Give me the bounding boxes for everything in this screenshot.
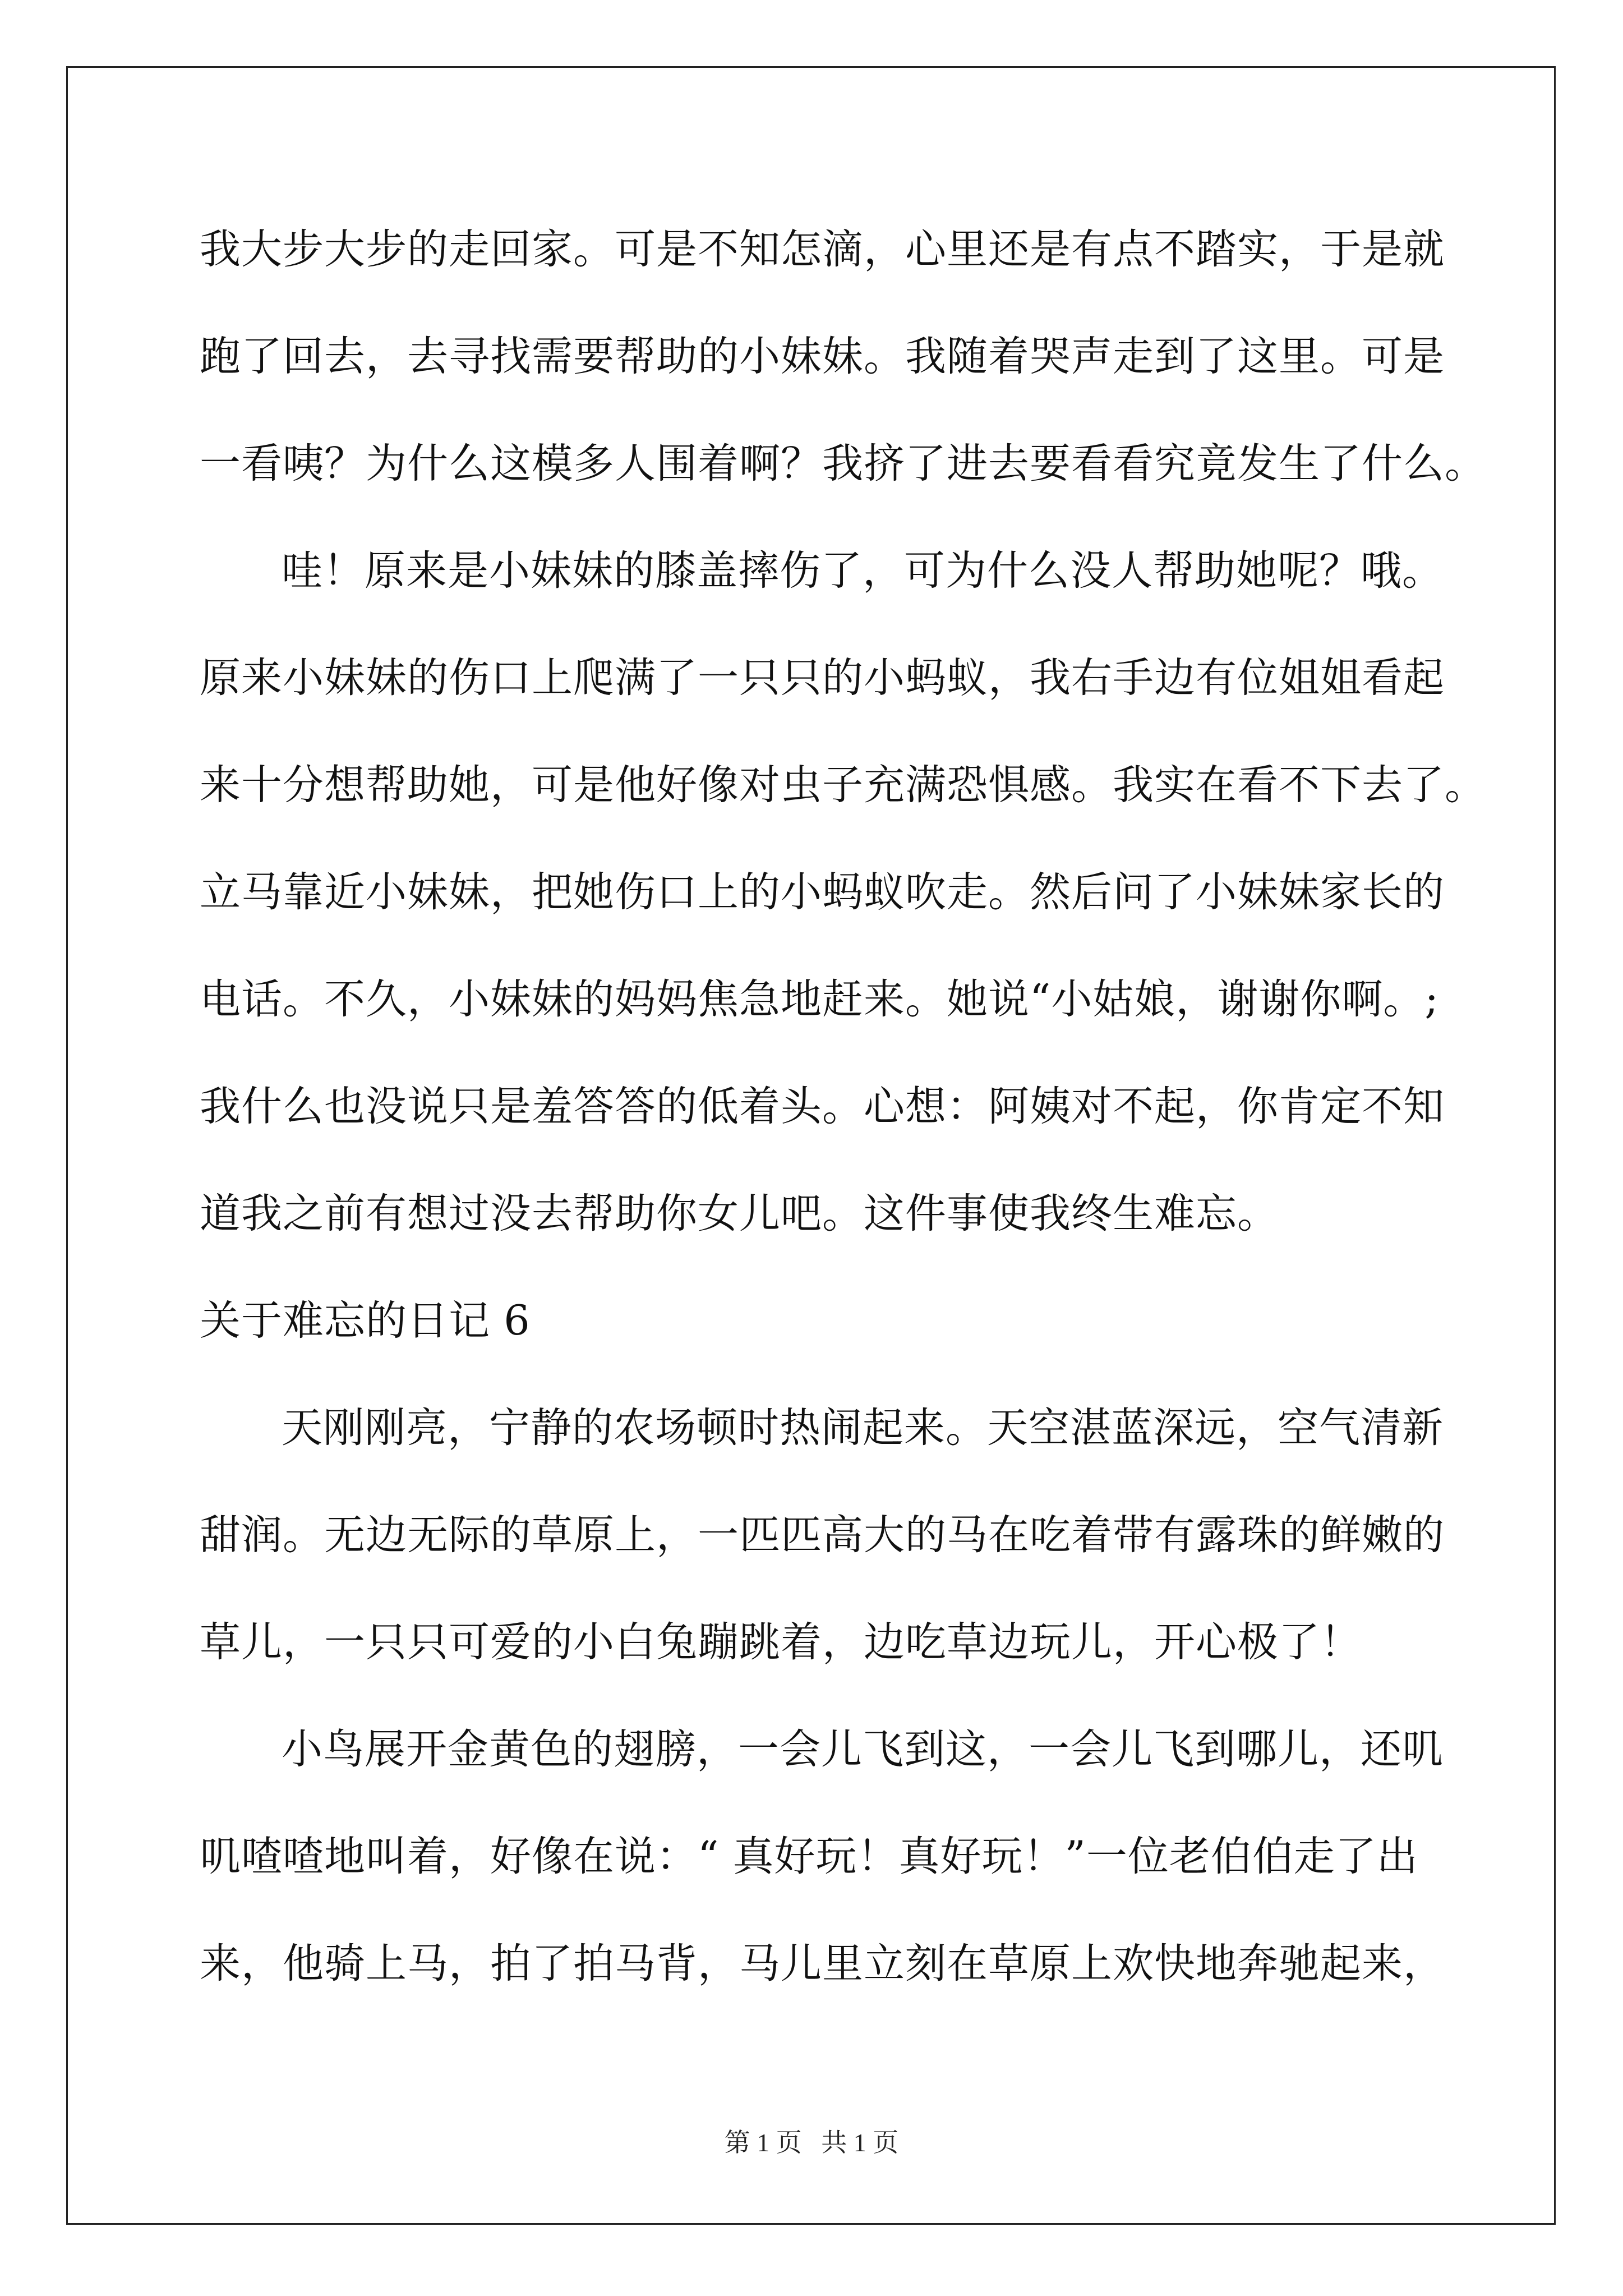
text-line: 来，他骑上马，拍了拍马背，马儿里立刻在草原上欢快地奔驰起来，: [200, 1940, 1445, 1987]
paragraph-start: 天刚刚亮，宁静的农场顿时热闹起来。天空湛蓝深远，空气清新: [282, 1404, 1444, 1452]
text-line: 草儿，一只只可爱的小白兔蹦跳着，边吃草边玩儿，开心极了！: [200, 1618, 1362, 1666]
text-line: 一看咦？为什么这模多人围着啊？我挤了进去要看看究竟发生了什么。: [200, 440, 1486, 487]
text-line: 我大步大步的走回家。可是不知怎滴，心里还是有点不踏实，于是就: [200, 226, 1445, 273]
text-line: 跑了回去，去寻找需要帮助的小妹妹。我随着哭声走到了这里。可是: [200, 333, 1445, 380]
text-line: 原来小妹妹的伤口上爬满了一只只的小蚂蚁，我右手边有位姐姐看起: [200, 654, 1445, 702]
text-line: 立马靠近小妹妹，把她伤口上的小蚂蚁吹走。然后问了小妹妹家长的: [200, 868, 1445, 916]
text-line: 我什么也没说只是羞答答的低着头。心想：阿姨对不起，你肯定不知: [200, 1083, 1445, 1130]
paragraph-start: 哇！原来是小妹妹的膝盖摔伤了，可为什么没人帮助她呢？哦。: [282, 547, 1444, 595]
section-heading: 关于难忘的日记 6: [200, 1297, 531, 1345]
text-line: 来十分想帮助她，可是他好像对虫子充满恐惧感。我实在看不下去了。: [200, 761, 1486, 809]
text-line: 甜润。无边无际的草原上，一匹匹高大的马在吃着带有露珠的鲜嫩的: [200, 1511, 1445, 1559]
text-line: 道我之前有想过没去帮助你女儿吧。这件事使我终生难忘。: [200, 1190, 1279, 1237]
text-line: 叽喳喳地叫着，好像在说：“ 真好玩！真好玩！”一位老伯伯走了出: [200, 1833, 1418, 1880]
text-line: 电话。不久，小妹妹的妈妈焦急地赶来。她说“小姑娘，谢谢你啊。;: [200, 976, 1439, 1023]
paragraph-start: 小鸟展开金黄色的翅膀，一会儿飞到这，一会儿飞到哪儿，还叽: [282, 1726, 1444, 1773]
page-number-footer: 第 1 页 共 1 页: [724, 2128, 899, 2157]
